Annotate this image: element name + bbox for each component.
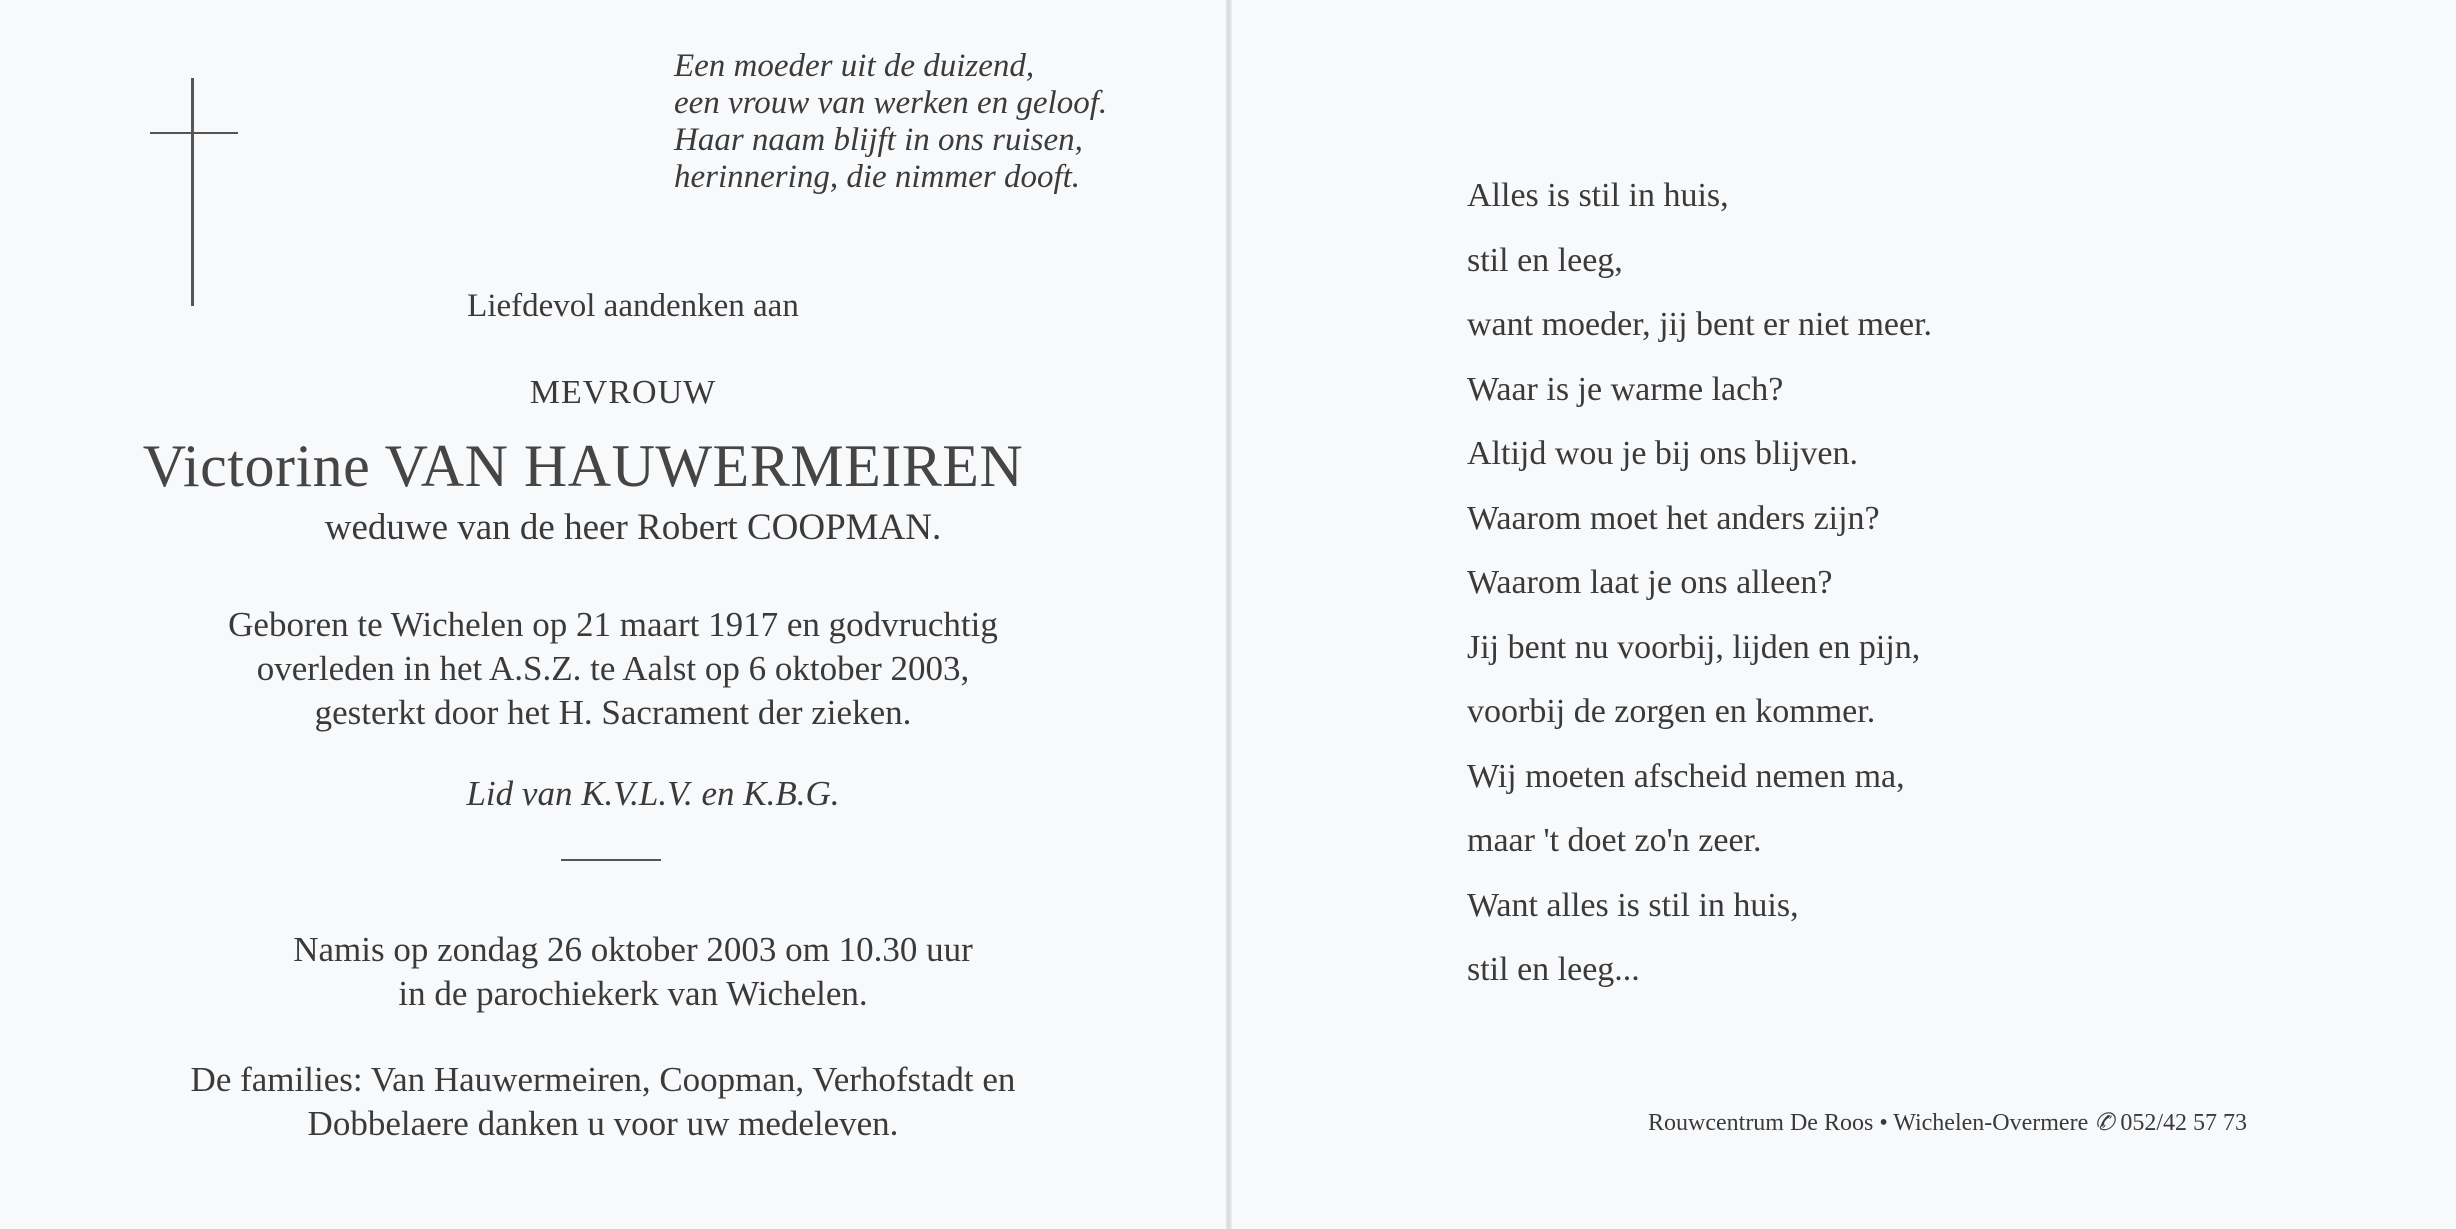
funeral-home-footer <box>1648 1108 2247 1137</box>
poem-line: Een moeder uit de duizend, <box>674 48 1035 84</box>
poem-line: Haar naam blijft in ons ruisen, <box>674 122 1083 158</box>
info-line: Geboren te Wichelen op 21 maart 1917 en godvruchtig <box>228 605 998 644</box>
birth-death-info <box>0 603 1226 735</box>
poem-line: Jij bent nu voorbij, lijden en pijn, <box>1467 628 1921 666</box>
info-line: De families: Van Hauwermeiren, Coopman, Verhofstadt en <box>190 1060 1016 1099</box>
poem-line: Waar is je warme lach? <box>1467 370 1784 408</box>
info-line: gesterkt door het H. Sacrament der zieken. <box>314 693 912 732</box>
poem-line: herinnering, die nimmer dooft. <box>674 159 1081 195</box>
poem-line: voorbij de zorgen en kommer. <box>1467 693 1876 730</box>
poem-line: Want alles is stil in huis, <box>1467 886 1799 924</box>
funeral-home-name: Rouwcentrum De Roos <box>1648 1110 1874 1136</box>
info-line: in de parochiekerk van Wichelen. <box>398 974 868 1013</box>
poem-line: stil en leeg, <box>1467 241 1623 279</box>
poem-line: Waarom laat je ons alleen? <box>1467 564 1833 601</box>
divider <box>561 859 661 861</box>
info-line: overleden in het A.S.Z. te Aalst op 6 oktober 2003, <box>256 649 970 688</box>
info-line: Dobbelaere danken u voor uw medeleven. <box>307 1104 899 1143</box>
membership: Lid van K.V.L.V. en K.B.G. <box>466 774 840 813</box>
poem-line: een vrouw van werken en geloof. <box>674 85 1108 121</box>
service-info <box>20 928 1246 1016</box>
cross-icon <box>150 78 240 306</box>
right-page <box>1232 0 2456 1229</box>
deceased-name: Victorine VAN HAUWERMEIREN <box>142 433 1024 499</box>
phone-number: 052/42 57 73 <box>2120 1110 2247 1136</box>
poem-line: stil en leeg... <box>1467 951 1640 988</box>
info-line: Namis op zondag 26 oktober 2003 om 10.30 uur <box>293 930 973 969</box>
poem-line: Alles is stil in huis, <box>1467 177 1729 214</box>
funeral-home-location: Wichelen-Overmere <box>1893 1110 2089 1136</box>
memorial-poem <box>1467 164 1932 1003</box>
honorific: MEVROUW <box>529 374 717 411</box>
poem-line: maar 't doet zo'n zeer. <box>1467 822 1762 859</box>
widow-of: weduwe van de heer Robert COOPMAN. <box>324 507 942 548</box>
opening-poem <box>674 48 1194 196</box>
left-page <box>0 0 1226 1229</box>
separator-dot: • <box>1879 1110 1888 1136</box>
families-thanks <box>0 1058 1216 1146</box>
poem-line: want moeder, jij bent er niet meer. <box>1467 306 1933 343</box>
poem-line: Waarom moet het anders zijn? <box>1467 499 1880 537</box>
phone-icon: ✆ <box>2094 1110 2115 1136</box>
greeting: Liefdevol aandenken aan <box>467 288 799 324</box>
poem-line: Wij moeten afscheid nemen ma, <box>1467 757 1905 795</box>
poem-line: Altijd wou je bij ons blijven. <box>1467 435 1858 472</box>
